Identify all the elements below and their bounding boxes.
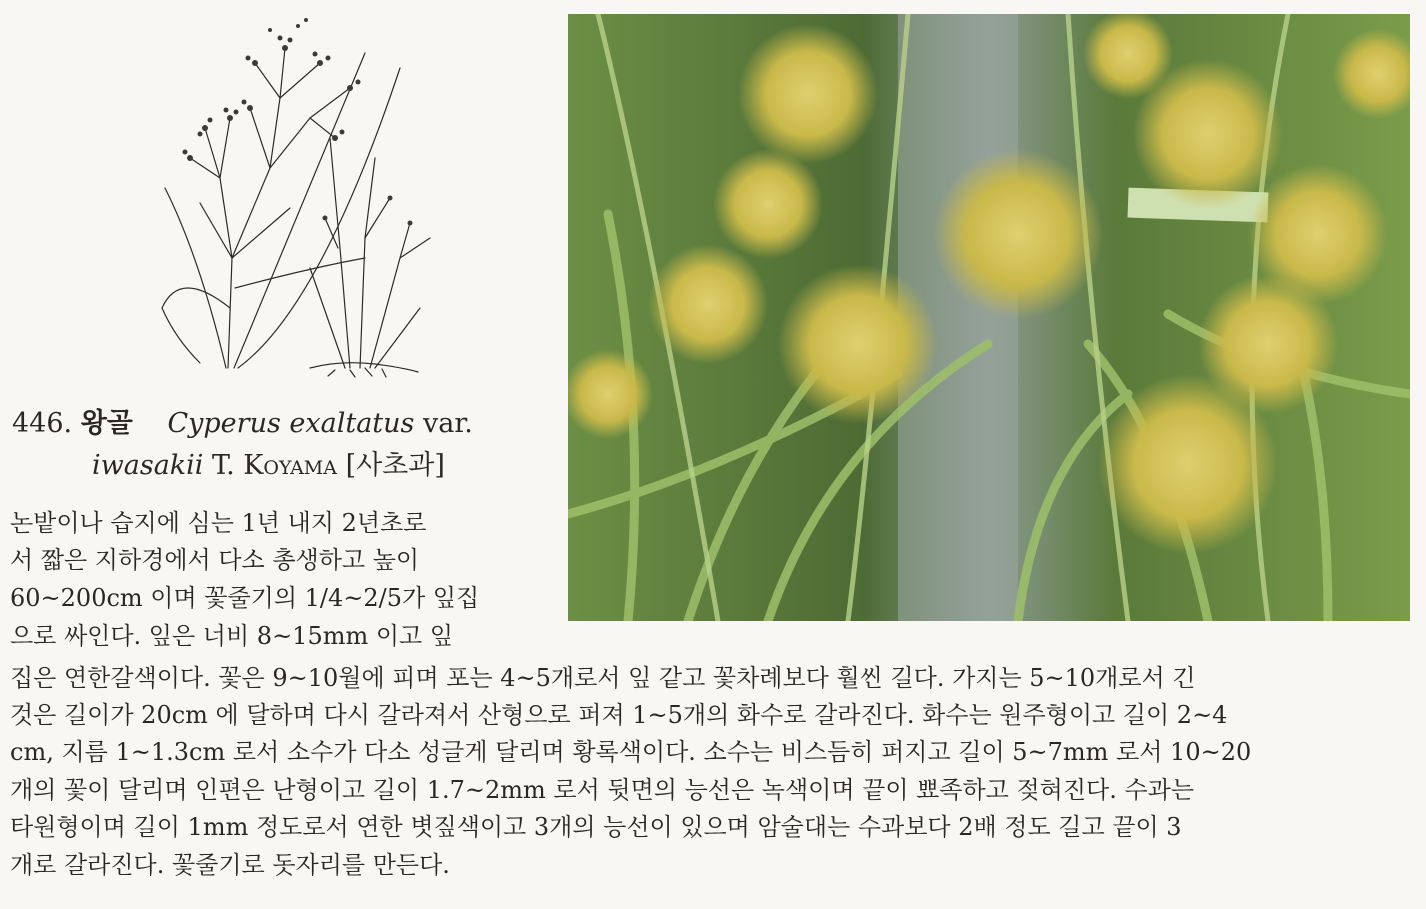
description-line: 논밭이나 습지에 심는 1년 내지 2년초로 — [10, 509, 427, 537]
description-line: 것은 길이가 20cm 에 달하며 다시 갈라져서 산형으로 퍼져 1~5개의 화수로 갈라진다. 화수는 원주형이고 길이 2~4 — [10, 701, 1228, 729]
author-name: Koyama — [243, 450, 337, 481]
family-name: [사초과] — [345, 450, 445, 481]
description-line: 개로 갈라진다. 꽃줄기로 돗자리를 만든다. — [10, 851, 450, 879]
description-line: 집은 연한갈색이다. 꽃은 9~10월에 피며 포는 4~5개로서 잎 같고 꽃차례보다 훨씬 길다. 가지는 5~10개로서 긴 — [10, 664, 1196, 692]
entry-subtitle — [92, 450, 445, 482]
plant-photo — [568, 14, 1410, 621]
description-line: cm, 지름 1~1.3cm 로서 소수가 다소 성글게 달리며 황록색이다. 소수는 비스듬히 퍼지고 길이 5~7mm 로서 10~20 — [10, 738, 1252, 766]
entry-title — [12, 408, 473, 440]
var-label: var. — [422, 408, 473, 439]
variety-name: iwasakii — [92, 450, 204, 481]
entry-number: 446. — [12, 408, 73, 439]
description-line: 으로 싸인다. 잎은 너비 8~15mm 이고 잎 — [10, 622, 454, 650]
sedge-photo-graphic — [568, 14, 1410, 621]
plant-illustration — [160, 8, 445, 380]
korean-name: 왕골 — [80, 408, 133, 439]
genus-name: Cyperus — [167, 408, 281, 439]
description-line: 개의 꽃이 달리며 인편은 난형이고 길이 1.7~2mm 로서 뒷면의 능선은 녹색이며 끝이 뾰족하고 젖혀진다. 수과는 — [10, 776, 1195, 804]
species-name: exaltatus — [289, 408, 415, 439]
description-line: 타원형이며 길이 1mm 정도로서 연한 볏짚색이고 3개의 능선이 있으며 암술대는 수과보다 2배 정도 길고 끝이 3 — [10, 813, 1182, 841]
description-line: 서 짧은 지하경에서 다소 총생하고 높이 — [10, 546, 420, 574]
author-initial: T. — [212, 450, 235, 481]
description-line: 60~200cm 이며 꽃줄기의 1/4~2/5가 잎집 — [10, 584, 480, 612]
